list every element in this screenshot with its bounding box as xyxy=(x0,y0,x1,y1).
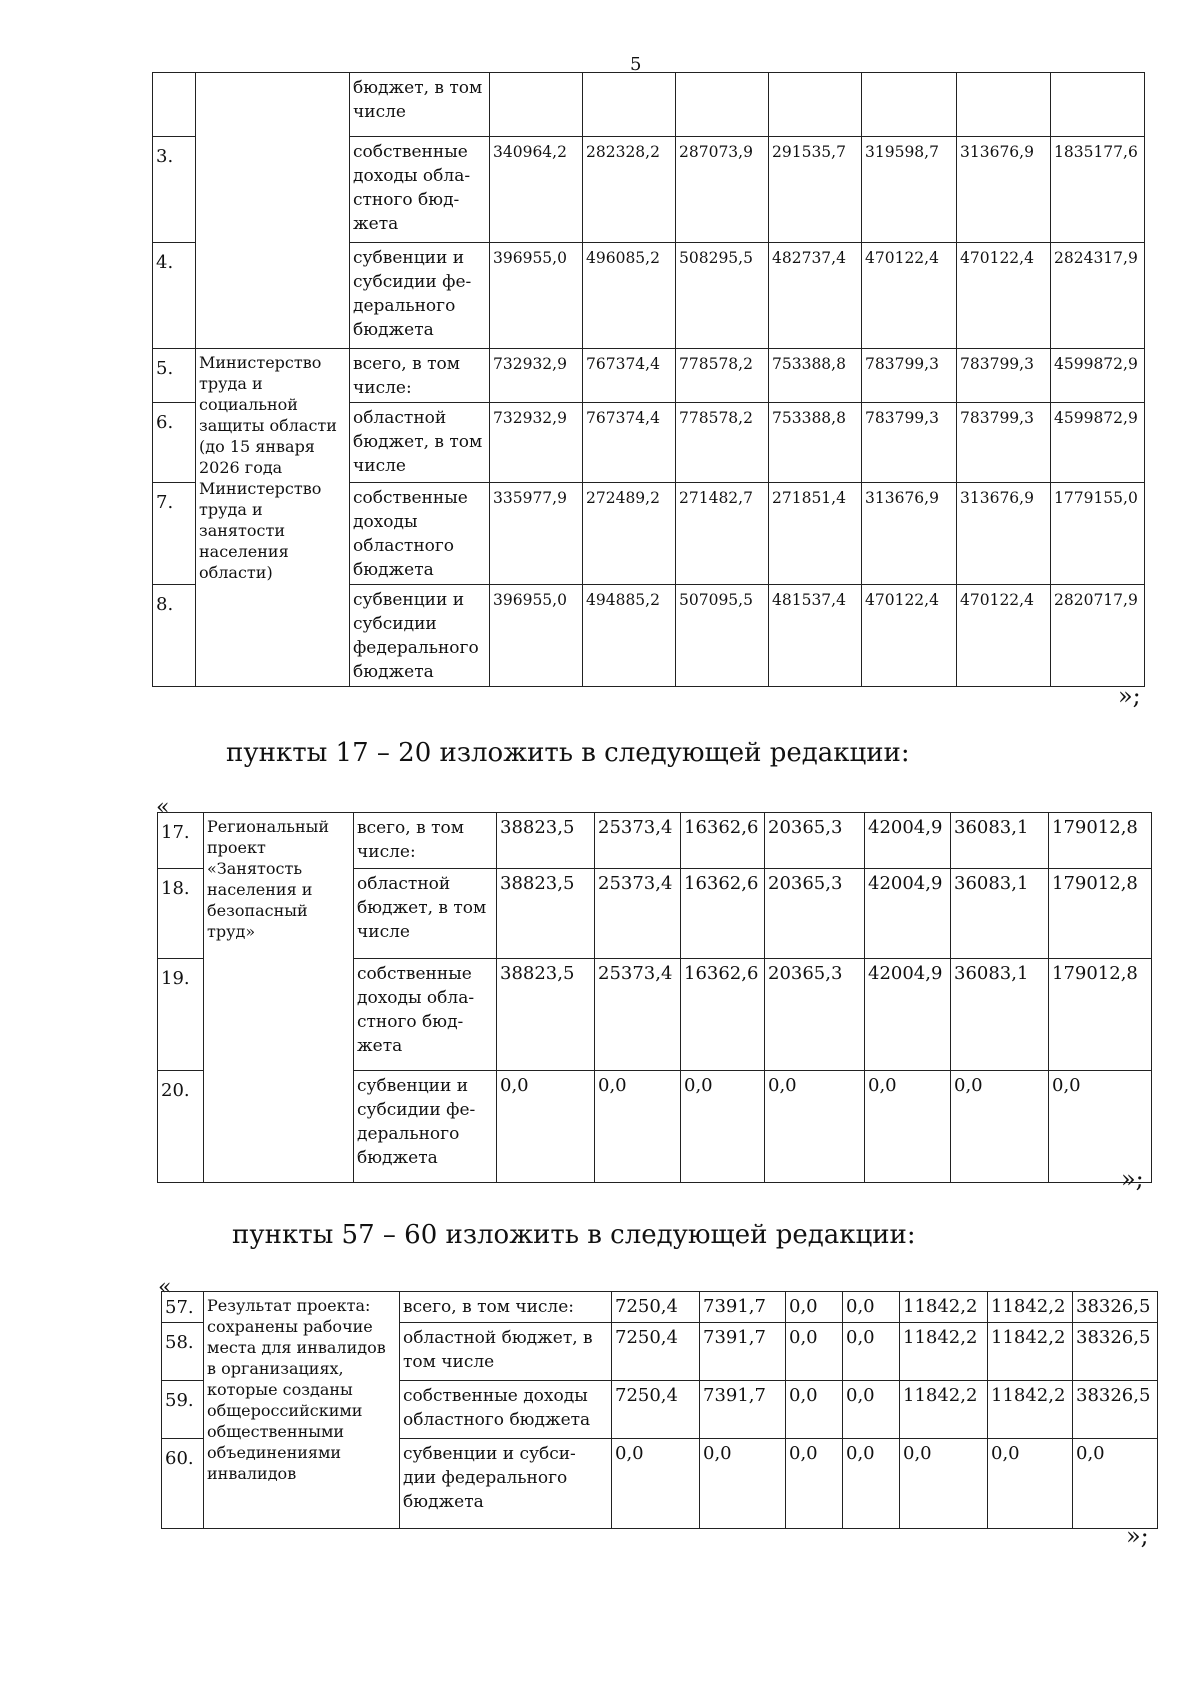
value-cell: 11842,2 xyxy=(988,1381,1073,1439)
value-cell: 0,0 xyxy=(612,1439,700,1529)
table-row xyxy=(158,813,1152,869)
value-cell: 179012,8 xyxy=(1049,959,1152,1071)
value-cell: 508295,5 xyxy=(676,243,769,349)
value-cell: 36083,1 xyxy=(951,869,1049,959)
value-cell: 36083,1 xyxy=(951,959,1049,1071)
row-label: субвенции и субсидии федерального бюджета xyxy=(350,585,490,687)
value-cell: 4599872,9 xyxy=(1051,349,1145,403)
value-cell: 767374,4 xyxy=(583,403,676,483)
budget-table-3 xyxy=(161,1291,1158,1529)
value-cell: 20365,3 xyxy=(765,813,865,869)
value-cell: 4599872,9 xyxy=(1051,403,1145,483)
value-cell: 494885,2 xyxy=(583,585,676,687)
value-cell: 732932,9 xyxy=(490,349,583,403)
value-cell: 0,0 xyxy=(1049,1071,1152,1183)
value-cell: 0,0 xyxy=(1073,1439,1158,1529)
value-cell: 783799,3 xyxy=(862,403,957,483)
row-number: 8. xyxy=(153,585,196,687)
value-cell: 0,0 xyxy=(681,1071,765,1183)
budget-table-2 xyxy=(157,812,1152,1183)
value-cell: 313676,9 xyxy=(957,483,1051,585)
table-row xyxy=(162,1292,1158,1323)
row-label: бюджет, в том числе xyxy=(350,73,490,137)
value-cell: 732932,9 xyxy=(490,403,583,483)
value-cell: 783799,3 xyxy=(957,403,1051,483)
value-cell: 7391,7 xyxy=(700,1323,786,1381)
value-cell: 179012,8 xyxy=(1049,869,1152,959)
value-cell: 470122,4 xyxy=(957,243,1051,349)
opening-quote: « xyxy=(156,795,170,820)
value-cell: 396955,0 xyxy=(490,585,583,687)
value-cell: 0,0 xyxy=(865,1071,951,1183)
value-cell: 36083,1 xyxy=(951,813,1049,869)
row-label: всего, в том числе: xyxy=(400,1292,612,1323)
value-cell: 272489,2 xyxy=(583,483,676,585)
row-number: 20. xyxy=(158,1071,204,1183)
value-cell: 16362,6 xyxy=(681,813,765,869)
value-cell: 396955,0 xyxy=(490,243,583,349)
row-number: 3. xyxy=(153,137,196,243)
value-cell: 507095,5 xyxy=(676,585,769,687)
value-cell: 38823,5 xyxy=(497,813,595,869)
section-heading: пункты 57 – 60 изложить в следующей редакции: xyxy=(232,1220,916,1250)
value-cell: 7250,4 xyxy=(612,1381,700,1439)
value-cell: 470122,4 xyxy=(957,585,1051,687)
value-cell: 20365,3 xyxy=(765,869,865,959)
row-number: 4. xyxy=(153,243,196,349)
value-cell: 783799,3 xyxy=(957,349,1051,403)
value-cell: 0,0 xyxy=(843,1439,900,1529)
value-cell: 0,0 xyxy=(786,1292,843,1323)
page-number: 5 xyxy=(630,54,642,75)
value-cell: 0,0 xyxy=(595,1071,681,1183)
value-cell: 16362,6 xyxy=(681,959,765,1071)
org-cell: Министерство труда и социальной защиты области (до 15 января 2026 года Министерство труда и занятости населения области) xyxy=(196,349,350,687)
row-number: 17. xyxy=(158,813,204,869)
value-cell: 25373,4 xyxy=(595,813,681,869)
value-cell: 783799,3 xyxy=(862,349,957,403)
row-label: областной бюджет, в том числе xyxy=(350,403,490,483)
budget-table-1 xyxy=(152,72,1145,687)
value-cell: 25373,4 xyxy=(595,959,681,1071)
row-label: собственные доходы областного бюджета xyxy=(400,1381,612,1439)
value-cell: 1779155,0 xyxy=(1051,483,1145,585)
row-label: областной бюджет, в том числе xyxy=(400,1323,612,1381)
org-cell: Региональный проект «Занятость населения и безопасный труд» xyxy=(204,813,354,1183)
value-cell: 335977,9 xyxy=(490,483,583,585)
table-row xyxy=(153,349,1145,403)
row-label: собственные доходы обла-стного бюд-жета xyxy=(350,137,490,243)
value-cell: 11842,2 xyxy=(900,1292,988,1323)
row-number: 18. xyxy=(158,869,204,959)
closing-quote: »; xyxy=(1121,1165,1144,1193)
value-cell: 25373,4 xyxy=(595,869,681,959)
value-cell: 42004,9 xyxy=(865,813,951,869)
value-cell: 38326,5 xyxy=(1073,1323,1158,1381)
value-cell: 470122,4 xyxy=(862,243,957,349)
value-cell: 38326,5 xyxy=(1073,1292,1158,1323)
value-cell: 179012,8 xyxy=(1049,813,1152,869)
value-cell: 0,0 xyxy=(497,1071,595,1183)
opening-quote: « xyxy=(158,1275,172,1300)
value-cell: 2820717,9 xyxy=(1051,585,1145,687)
value-cell: 0,0 xyxy=(765,1071,865,1183)
row-label: собственные доходы обла-стного бюд-жета xyxy=(354,959,497,1071)
value-cell: 42004,9 xyxy=(865,869,951,959)
value-cell: 7391,7 xyxy=(700,1292,786,1323)
value-cell: 496085,2 xyxy=(583,243,676,349)
value-cell: 11842,2 xyxy=(900,1381,988,1439)
value-cell: 7250,4 xyxy=(612,1292,700,1323)
row-label: субвенции и субси-дии федерального бюджета xyxy=(400,1439,612,1529)
value-cell: 11842,2 xyxy=(988,1292,1073,1323)
value-cell: 282328,2 xyxy=(583,137,676,243)
value-cell: 319598,7 xyxy=(862,137,957,243)
value-cell: 1835177,6 xyxy=(1051,137,1145,243)
value-cell: 778578,2 xyxy=(676,349,769,403)
row-number: 60. xyxy=(162,1439,204,1529)
row-number: 6. xyxy=(153,403,196,483)
value-cell: 7250,4 xyxy=(612,1323,700,1381)
value-cell: 0,0 xyxy=(700,1439,786,1529)
row-label: субвенции и субсидии фе-дерального бюджета xyxy=(354,1071,497,1183)
closing-quote: »; xyxy=(1118,682,1141,710)
row-number: 7. xyxy=(153,483,196,585)
value-cell: 11842,2 xyxy=(988,1323,1073,1381)
value-cell: 0,0 xyxy=(786,1323,843,1381)
table-row xyxy=(153,73,1145,137)
value-cell: 0,0 xyxy=(900,1439,988,1529)
value-cell: 2824317,9 xyxy=(1051,243,1145,349)
value-cell: 38326,5 xyxy=(1073,1381,1158,1439)
value-cell: 340964,2 xyxy=(490,137,583,243)
value-cell: 7391,7 xyxy=(700,1381,786,1439)
value-cell: 481537,4 xyxy=(769,585,862,687)
value-cell: 767374,4 xyxy=(583,349,676,403)
value-cell: 16362,6 xyxy=(681,869,765,959)
value-cell: 0,0 xyxy=(786,1381,843,1439)
value-cell: 778578,2 xyxy=(676,403,769,483)
value-cell: 0,0 xyxy=(843,1381,900,1439)
value-cell: 753388,8 xyxy=(769,349,862,403)
value-cell: 11842,2 xyxy=(900,1323,988,1381)
value-cell: 0,0 xyxy=(843,1292,900,1323)
row-number: 19. xyxy=(158,959,204,1071)
value-cell: 470122,4 xyxy=(862,585,957,687)
org-cell: Результат проекта: сохранены рабочие места для инвалидов в организациях, которые созданы общероссийскими общественными объединениями инвалидов xyxy=(204,1292,400,1529)
value-cell: 313676,9 xyxy=(862,483,957,585)
value-cell: 0,0 xyxy=(951,1071,1049,1183)
value-cell: 38823,5 xyxy=(497,869,595,959)
value-cell: 287073,9 xyxy=(676,137,769,243)
section-heading: пункты 17 – 20 изложить в следующей редакции: xyxy=(226,738,910,768)
row-number-cell xyxy=(153,73,196,137)
row-number: 57. xyxy=(162,1292,204,1323)
row-label: собственные доходы областного бюджета xyxy=(350,483,490,585)
value-cell: 0,0 xyxy=(988,1439,1073,1529)
value-cell: 291535,7 xyxy=(769,137,862,243)
row-label: всего, в том числе: xyxy=(354,813,497,869)
value-cell: 271851,4 xyxy=(769,483,862,585)
value-cell: 42004,9 xyxy=(865,959,951,1071)
value-cell: 313676,9 xyxy=(957,137,1051,243)
value-cell: 20365,3 xyxy=(765,959,865,1071)
row-number: 5. xyxy=(153,349,196,403)
row-label: областной бюджет, в том числе xyxy=(354,869,497,959)
value-cell: 0,0 xyxy=(843,1323,900,1381)
value-cell: 482737,4 xyxy=(769,243,862,349)
closing-quote: »; xyxy=(1126,1522,1149,1550)
value-cell: 271482,7 xyxy=(676,483,769,585)
row-label: субвенции и субсидии фе-дерального бюджета xyxy=(350,243,490,349)
value-cell: 38823,5 xyxy=(497,959,595,1071)
value-cell: 753388,8 xyxy=(769,403,862,483)
row-number: 58. xyxy=(162,1323,204,1381)
row-label: всего, в том числе: xyxy=(350,349,490,403)
org-cell xyxy=(196,73,350,349)
value-cell: 0,0 xyxy=(786,1439,843,1529)
row-number: 59. xyxy=(162,1381,204,1439)
